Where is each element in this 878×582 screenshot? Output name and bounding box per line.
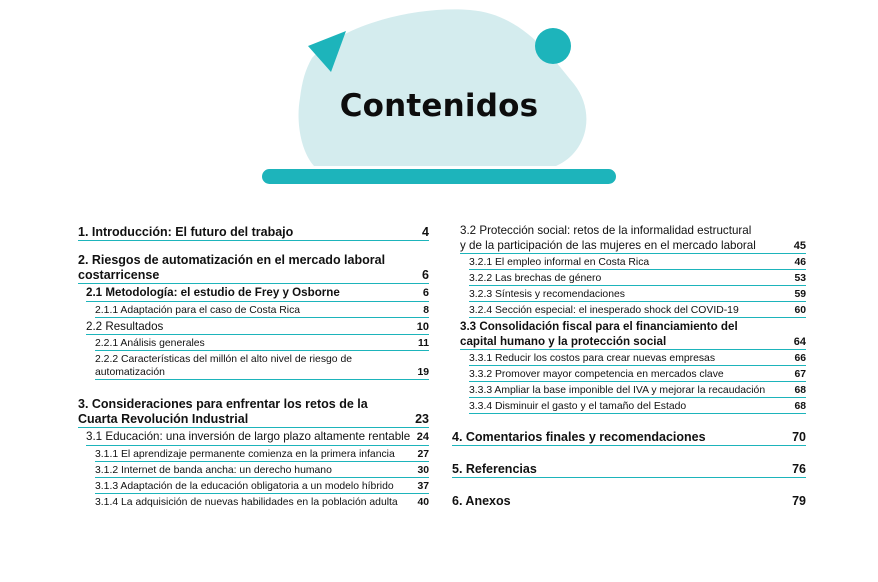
toc-entry-page: 23 (415, 412, 429, 426)
toc-entry-text: 3.3 Consolidación fiscal para el financiamiento del capital humano y la protección social (460, 320, 738, 348)
toc-entry[interactable] (95, 335, 429, 351)
toc-entry-page: 60 (794, 305, 806, 316)
toc-entry-page: 59 (794, 289, 806, 300)
toc-entry-text: 3.1 Educación: una inversión de largo plazo altamente rentable (86, 430, 411, 443)
toc-entry-text: 3.1.1 El aprendizaje permanente comienza en la primera infancia (95, 448, 395, 460)
toc-entry[interactable] (78, 222, 429, 241)
toc-entry-page: 53 (794, 273, 806, 284)
toc-left-column (78, 222, 429, 509)
toc-entry[interactable] (469, 270, 806, 286)
toc-entry-page: 6 (422, 268, 429, 282)
toc-entry[interactable] (95, 478, 429, 494)
toc-entry-page: 40 (417, 496, 429, 508)
toc-entry[interactable] (95, 446, 429, 462)
toc-entry[interactable] (469, 302, 806, 318)
toc-entry-text: 3. Consideraciones para enfrentar los retos de la Cuarta Revolución Industrial (78, 397, 368, 426)
title-underline-bar (262, 169, 616, 184)
toc-entry-text: 5. Referencias (452, 462, 537, 476)
toc-entry-page: 10 (416, 320, 429, 333)
toc-entry-text: 2.2 Resultados (86, 319, 164, 333)
toc-entry[interactable] (460, 318, 806, 350)
toc-entry[interactable] (95, 351, 429, 380)
toc-entry[interactable] (452, 427, 806, 446)
toc-entry[interactable] (469, 382, 806, 398)
toc-entry-text: 2.1 Metodología: el estudio de Frey y Osborne (86, 286, 340, 299)
page-title: Contenidos (339, 88, 539, 124)
toc-entry-text: 2.2.1 Análisis generales (95, 338, 205, 349)
toc-entry-text: 3.2 Protección social: retos de la informalidad estructural y de la participación de las mujeres en el mercado laboral (460, 224, 756, 252)
toc-entry-text: 1. Introducción: El futuro del trabajo (78, 225, 294, 239)
toc-entry-text: 3.2.2 Las brechas de género (469, 273, 602, 284)
toc-entry-text: 3.3.2 Promover mayor competencia en mercados clave (469, 369, 724, 380)
toc-entry-text: 3.2.4 Sección especial: el inesperado shock del COVID-19 (469, 305, 739, 316)
toc-entry-page: 70 (792, 430, 806, 444)
toc-entry-text: 3.3.1 Reducir los costos para crear nuevas empresas (469, 353, 716, 364)
toc-entry-page: 19 (417, 367, 429, 378)
toc-entry[interactable] (469, 350, 806, 366)
toc-entry-page: 64 (793, 335, 806, 348)
toc-entry-text: 2.1.1 Adaptación para el caso de Costa Rica (95, 304, 301, 316)
toc-entry-text: 3.2.1 El empleo informal en Costa Rica (469, 257, 650, 268)
toc-entry[interactable] (452, 459, 806, 478)
toc-entry-page: 45 (793, 239, 806, 252)
toc-entry-page: 76 (792, 462, 806, 476)
toc-entry-text: 6. Anexos (452, 494, 511, 508)
toc-entry-page: 79 (792, 494, 806, 508)
toc-entry[interactable] (469, 254, 806, 270)
toc-entry-text: 4. Comentarios finales y recomendaciones (452, 430, 706, 444)
toc-entry[interactable] (95, 302, 429, 318)
toc-entry-text: 3.3.4 Disminuir el gasto y el tamaño del Estado (469, 401, 687, 412)
toc-entry-page: 4 (422, 225, 429, 239)
toc-entry[interactable] (469, 366, 806, 382)
toc-entry-text: 3.2.3 Síntesis y recomendaciones (469, 289, 625, 300)
toc-entry-page: 37 (417, 480, 429, 492)
toc-entry[interactable] (95, 494, 429, 509)
toc-entry[interactable] (460, 222, 806, 254)
toc-entry-page: 27 (417, 448, 429, 460)
toc-entry-page: 6 (422, 287, 429, 299)
toc-entry[interactable] (78, 394, 429, 428)
toc-entry[interactable] (86, 428, 429, 446)
toc-entry[interactable] (469, 398, 806, 414)
toc-entry-page: 30 (417, 464, 429, 476)
toc-entry-page: 68 (794, 385, 806, 396)
toc-entry[interactable] (78, 250, 429, 284)
toc-entry-text: 3.3.3 Ampliar la base imponible del IVA y mejorar la recaudación (469, 385, 766, 396)
circle-shape (535, 28, 571, 64)
toc-entry[interactable] (86, 284, 429, 302)
toc-entry-text: 2. Riesgos de automatización en el mercado laboral costarricense (78, 253, 386, 282)
toc-entry-text: 3.1.3 Adaptación de la educación obligatoria a un modelo híbrido (95, 480, 394, 492)
toc-entry-page: 46 (794, 257, 806, 268)
toc-entry-text: 2.2.2 Características del millón el alto nivel de riesgo de automatización (95, 354, 353, 378)
toc-entry-page: 8 (423, 304, 429, 316)
toc-entry-page: 67 (794, 369, 806, 380)
toc-entry-page: 66 (794, 353, 806, 364)
toc-entry-text: 3.1.2 Internet de banda ancha: un derecho humano (95, 464, 332, 476)
toc-entry-page: 24 (416, 431, 429, 443)
toc-right-column (452, 222, 806, 509)
toc-entry-page: 11 (418, 338, 429, 349)
toc-entry[interactable] (469, 286, 806, 302)
toc-entry[interactable] (452, 491, 806, 509)
toc-entry[interactable] (95, 462, 429, 478)
toc-entry-text: 3.1.4 La adquisición de nuevas habilidades en la población adulta (95, 496, 398, 508)
toc-entry-page: 68 (794, 401, 806, 412)
toc-entry[interactable] (86, 318, 429, 336)
